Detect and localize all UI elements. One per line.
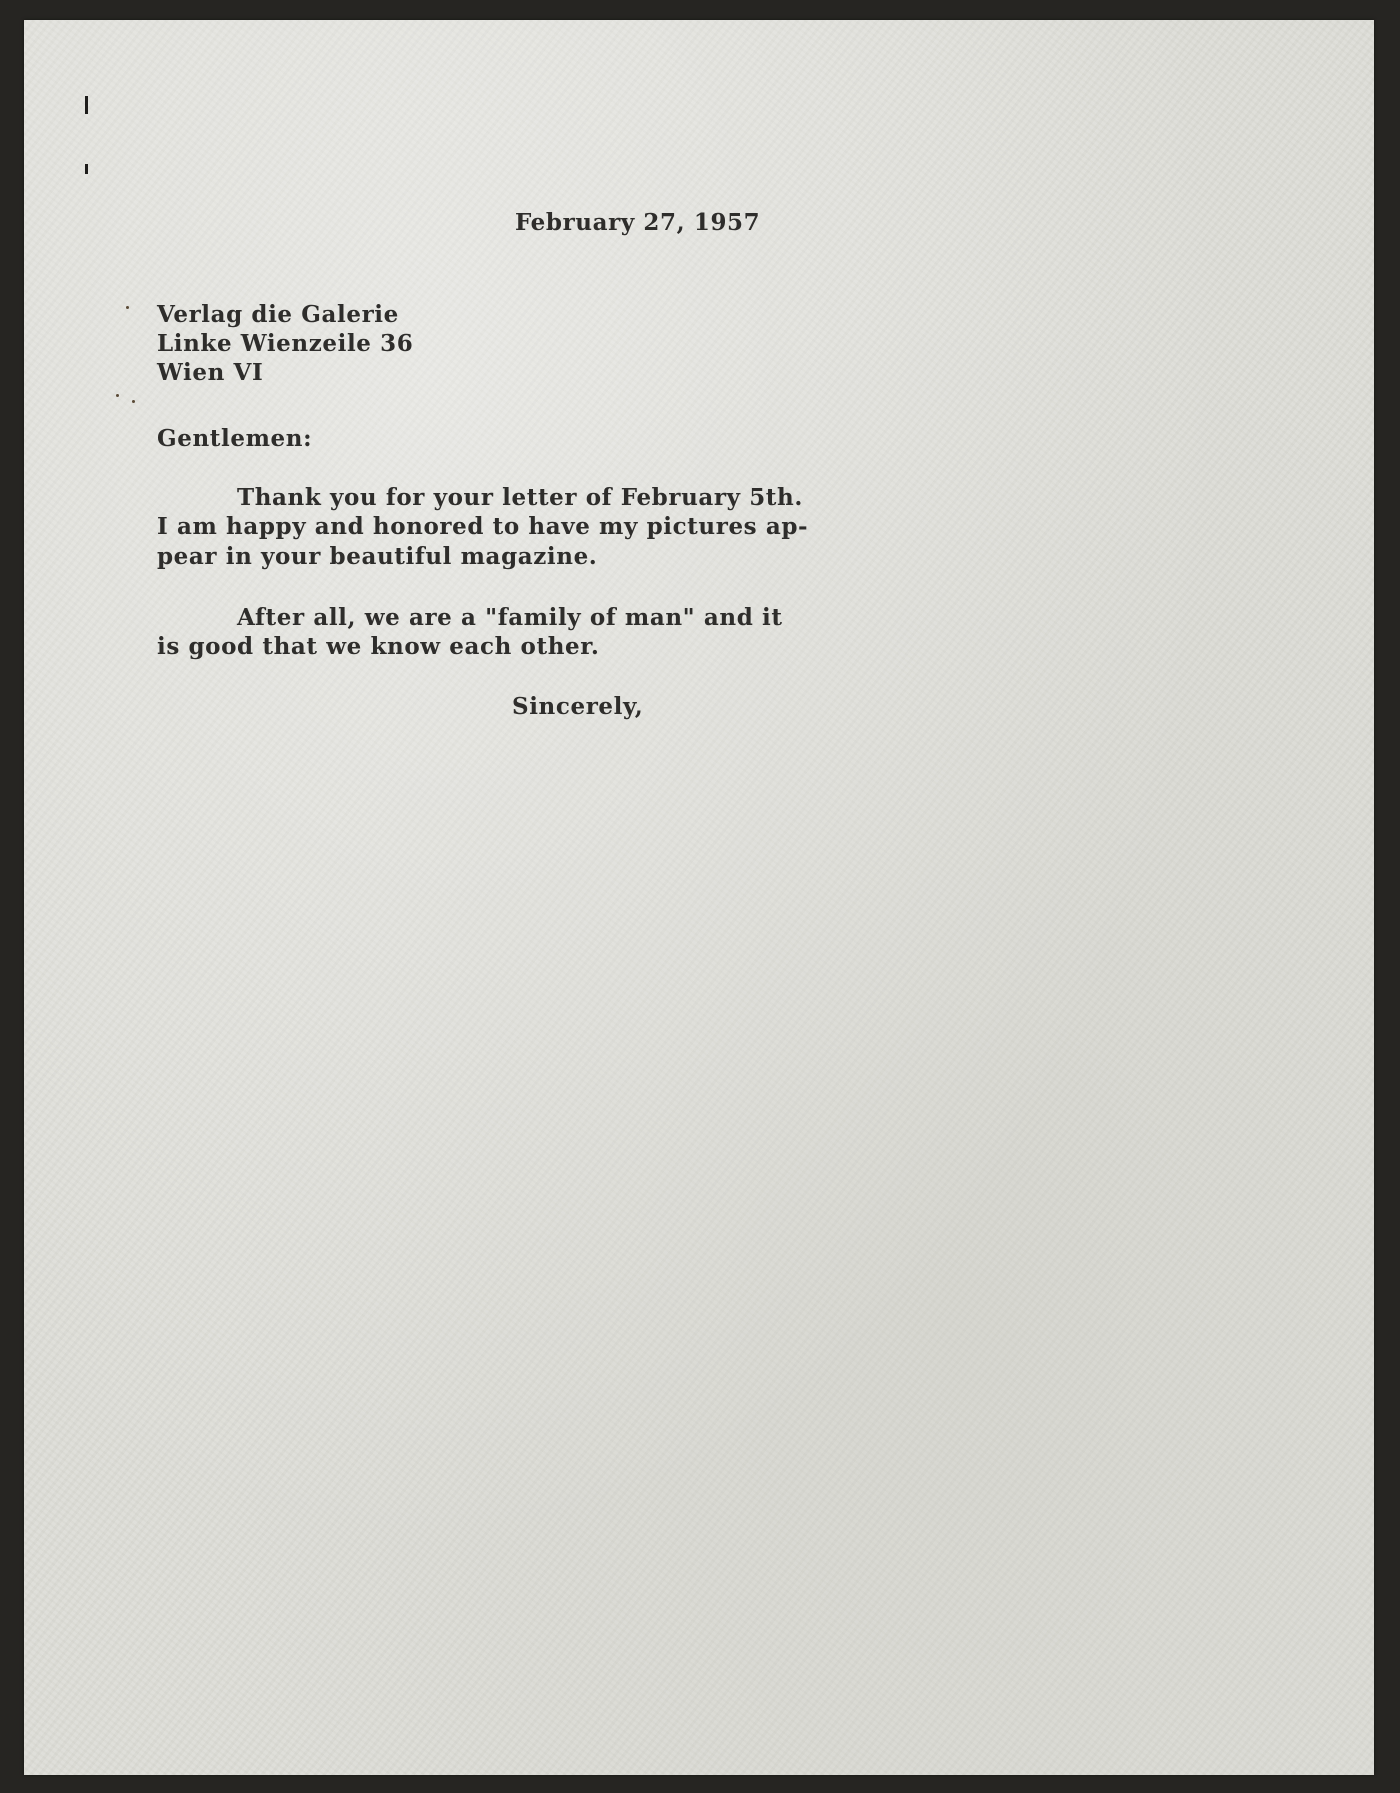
letter-date: February 27, 1957: [515, 209, 761, 236]
paper-speck: [126, 306, 129, 309]
paragraph2-line1: After all, we are a "family of man" and it: [237, 604, 783, 631]
letter-page: [24, 20, 1374, 1775]
paper-speck: [116, 394, 119, 397]
closing: Sincerely,: [512, 693, 644, 720]
paragraph1-line2: I am happy and honored to have my pictures ap-: [157, 513, 809, 540]
recipient-city: Wien VI: [157, 359, 264, 386]
recipient-name: Verlag die Galerie: [157, 301, 399, 328]
paragraph1-line1: Thank you for your letter of February 5th.: [237, 484, 803, 511]
binding-mark-top: [85, 96, 88, 114]
paper-speck: [132, 400, 135, 403]
paragraph1-line3: pear in your beautiful magazine.: [157, 543, 598, 570]
paragraph2-line2: is good that we know each other.: [157, 633, 600, 660]
binding-mark-bottom: [85, 164, 88, 174]
recipient-street: Linke Wienzeile 36: [157, 330, 414, 357]
salutation: Gentlemen:: [157, 425, 313, 452]
